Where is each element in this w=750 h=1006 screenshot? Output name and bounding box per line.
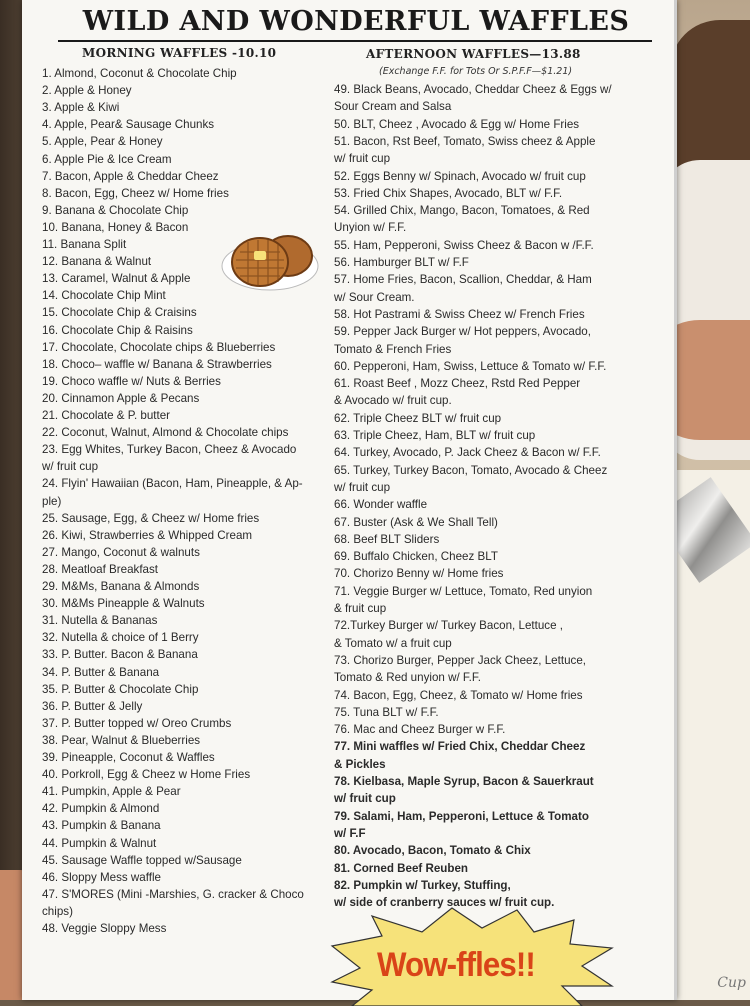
menu-item: 36. P. Butter & Jelly	[42, 699, 143, 713]
menu-item: 58. Hot Pastrami & Swiss Cheez w/ French Fries	[334, 307, 585, 321]
menu-item: & Pickles	[334, 757, 386, 771]
title-underline	[58, 40, 652, 42]
morning-heading: MORNING WAFFLES -10.10	[82, 46, 277, 60]
menu-item: 41. Pumpkin, Apple & Pear	[42, 785, 181, 799]
menu-item: w/ fruit cup	[42, 460, 99, 474]
menu-item: 15. Chocolate Chip & Craisins	[42, 306, 197, 320]
menu-item: 57. Home Fries, Bacon, Scallion, Cheddar, & Ham	[334, 273, 592, 287]
menu-item: 79. Salami, Ham, Pepperoni, Lettuce & Tomato	[334, 809, 589, 823]
afternoon-heading: AFTERNOON WAFFLES—13.88	[366, 47, 581, 61]
menu-item: 13. Caramel, Walnut & Apple	[42, 272, 191, 286]
menu-item: w/ fruit cup	[334, 152, 391, 166]
menu-item: w/ side of cranberry sauces w/ fruit cup.	[334, 896, 555, 910]
menu-item: 45. Sausage Waffle topped w/Sausage	[42, 853, 242, 867]
menu-item: 18. Choco– waffle w/ Banana & Strawberries	[42, 357, 272, 371]
menu-item: 20. Cinnamon Apple & Pecans	[42, 391, 200, 405]
menu-item: 76. Mac and Cheez Burger w F.F.	[334, 723, 506, 737]
menu-item: 73. Chorizo Burger, Pepper Jack Cheez, Lettuce,	[334, 653, 586, 667]
menu-item: 81. Corned Beef Reuben	[334, 861, 469, 875]
menu-item: 70. Chorizo Benny w/ Home fries	[334, 567, 504, 581]
menu-item: 56. Hamburger BLT w/ F.F	[334, 256, 469, 269]
menu-item: 77. Mini waffles w/ Fried Chix, Cheddar Cheez	[334, 740, 586, 754]
menu-item: 7. Bacon, Apple & Cheddar Cheez	[42, 169, 219, 183]
menu-item: Tomato & French Fries	[334, 342, 452, 356]
menu-item: 66. Wonder waffle	[334, 498, 428, 512]
menu-item: 23. Egg Whites, Turkey Bacon, Cheez & Avocado	[42, 443, 297, 457]
menu-item: 65. Turkey, Turkey Bacon, Tomato, Avocado & Cheez	[334, 463, 608, 477]
menu-item: 44. Pumpkin & Walnut	[42, 836, 157, 850]
wow-ffles-badge-text: Wow-ffles!!	[377, 946, 535, 984]
menu-item: 34. P. Butter & Banana	[42, 665, 160, 679]
menu-item: 10. Banana, Honey & Bacon	[42, 220, 189, 234]
menu-item: 43. Pumpkin & Banana	[42, 819, 161, 833]
menu-card	[22, 0, 677, 1000]
menu-item: 72.Turkey Burger w/ Turkey Bacon, Lettuce ,	[334, 619, 563, 633]
menu-item: 29. M&Ms, Banana & Almonds	[42, 580, 200, 593]
menu-item: Tomato & Red unyion w/ F.F.	[334, 671, 481, 685]
menu-item: 14. Chocolate Chip Mint	[42, 289, 166, 303]
menu-item: Unyion w/ F.F.	[334, 221, 407, 235]
menu-item: 25. Sausage, Egg, & Cheez w/ Home fries	[42, 511, 260, 525]
menu-item: 54. Grilled Chix, Mango, Bacon, Tomatoes, & Red	[334, 204, 590, 218]
menu-item: 64. Turkey, Avocado, P. Jack Cheez & Bacon w/ F.F.	[334, 446, 601, 460]
menu-item: & Avocado w/ fruit cup.	[334, 394, 452, 408]
menu-item: 71. Veggie Burger w/ Lettuce, Tomato, Red unyion	[334, 584, 593, 598]
menu-item: 74. Bacon, Egg, Cheez, & Tomato w/ Home fries	[334, 688, 583, 702]
menu-title: WILD AND WONDERFUL WAFFLES	[82, 6, 630, 37]
menu-item: 60. Pepperoni, Ham, Swiss, Lettuce & Tomato w/ F.F.	[334, 359, 607, 373]
menu-item: 11. Banana Split	[42, 238, 127, 251]
menu-item: 3. Apple & Kiwi	[42, 101, 120, 115]
menu-item: 32. Nutella & choice of 1 Berry	[42, 631, 199, 645]
menu-item: 82. Pumpkin w/ Turkey, Stuffing,	[334, 878, 511, 892]
menu-item: 28. Meatloaf Breakfast	[42, 562, 158, 576]
menu-item: 31. Nutella & Bananas	[42, 614, 158, 628]
menu-item: 33. P. Butter. Bacon & Banana	[42, 648, 198, 662]
menu-item: 6. Apple Pie & Ice Cream	[42, 152, 172, 166]
menu-item: & fruit cup	[334, 602, 387, 615]
menu-item: 12. Banana & Walnut	[42, 255, 152, 269]
menu-item: 75. Tuna BLT w/ F.F.	[334, 705, 439, 719]
menu-item: 27. Mango, Coconut & walnuts	[42, 545, 200, 559]
menu-item: 4. Apple, Pear& Sausage Chunks	[42, 118, 215, 132]
menu-item: 68. Beef BLT Sliders	[334, 532, 440, 546]
menu-item: Sour Cream and Salsa	[334, 100, 452, 114]
menu-item: 46. Sloppy Mess waffle	[42, 870, 162, 884]
menu-item: 62. Triple Cheez BLT w/ fruit cup	[334, 411, 502, 425]
menu-item: 8. Bacon, Egg, Cheez w/ Home fries	[42, 186, 229, 200]
menu-item: 21. Chocolate & P. butter	[42, 409, 171, 422]
menu-item: 19. Choco waffle w/ Nuts & Berries	[42, 374, 221, 388]
menu-item: 38. Pear, Walnut & Blueberries	[42, 733, 201, 747]
menu-item: 52. Eggs Benny w/ Spinach, Avocado w/ fruit cup	[334, 169, 586, 183]
menu-item: 42. Pumpkin & Almond	[42, 802, 160, 816]
afternoon-note: (Exchange F.F. for Tots Or S.P.F.F—$1.21)	[379, 66, 573, 77]
menu-item: 67. Buster (Ask & We Shall Tell)	[334, 515, 498, 529]
menu-item: 40. Porkroll, Egg & Cheez w Home Fries	[42, 768, 251, 782]
menu-item: w/ F.F	[334, 826, 366, 840]
menu-item: 35. P. Butter & Chocolate Chip	[42, 682, 199, 696]
menu-item: 22. Coconut, Walnut, Almond & Chocolate chips	[42, 426, 289, 440]
menu-item: 16. Chocolate Chip & Raisins	[42, 323, 193, 337]
menu-item: 53. Fried Chix Shapes, Avocado, BLT w/ F.F.	[334, 186, 563, 200]
menu-item: 69. Buffalo Chicken, Cheez BLT	[334, 550, 498, 564]
menu-item: 80. Avocado, Bacon, Tomato & Chix	[334, 844, 531, 858]
menu-item: 5. Apple, Pear & Honey	[42, 135, 163, 149]
menu-item: 2. Apple & Honey	[42, 84, 132, 98]
menu-item: & Tomato w/ a fruit cup	[334, 636, 452, 650]
menu-item: 37. P. Butter topped w/ Oreo Crumbs	[42, 716, 232, 730]
menu-item: 55. Ham, Pepperoni, Swiss Cheez & Bacon w /F.F.	[334, 238, 594, 252]
menu-item: 47. S'MORES (Mini -Marshies, G. cracker & Choco	[42, 887, 304, 901]
menu-item: chips)	[42, 904, 73, 918]
menu-item: 1. Almond, Coconut & Chocolate Chip	[42, 67, 237, 80]
menu-item: 48. Veggie Sloppy Mess	[42, 922, 167, 935]
menu-item: 26. Kiwi, Strawberries & Whipped Cream	[42, 528, 253, 542]
menu-item: 51. Bacon, Rst Beef, Tomato, Swiss cheez & Apple	[334, 134, 596, 148]
menu-item: 30. M&Ms Pineapple & Walnuts	[42, 597, 205, 611]
menu-item: 39. Pineapple, Coconut & Waffles	[42, 751, 215, 764]
menu-item: 24. Flyin' Hawaiian (Bacon, Ham, Pineapple, & Ap-	[42, 477, 303, 491]
waffle-icon	[220, 230, 320, 294]
menu-item: ple)	[42, 494, 62, 508]
menu-item: 59. Pepper Jack Burger w/ Hot peppers, Avocado,	[334, 325, 591, 339]
menu-item: w/ fruit cup	[334, 792, 396, 806]
margin-scribble: Cup	[717, 975, 746, 991]
menu-item: 49. Black Beans, Avocado, Cheddar Cheez & Eggs w/	[334, 83, 612, 96]
menu-item: 63. Triple Cheez, Ham, BLT w/ fruit cup	[334, 429, 536, 442]
menu-item: w/ fruit cup	[334, 480, 391, 494]
menu-item: 17. Chocolate, Chocolate chips & Blueberries	[42, 340, 276, 354]
menu-item: 78. Kielbasa, Maple Syrup, Bacon & Sauerkraut	[334, 775, 594, 788]
menu-item: w/ Sour Cream.	[334, 290, 415, 304]
menu-item: 50. BLT, Cheez , Avocado & Egg w/ Home Fries	[334, 117, 580, 131]
menu-item: 61. Roast Beef , Mozz Cheez, Rstd Red Pepper	[334, 377, 581, 391]
menu-item: 9. Banana & Chocolate Chip	[42, 203, 189, 217]
